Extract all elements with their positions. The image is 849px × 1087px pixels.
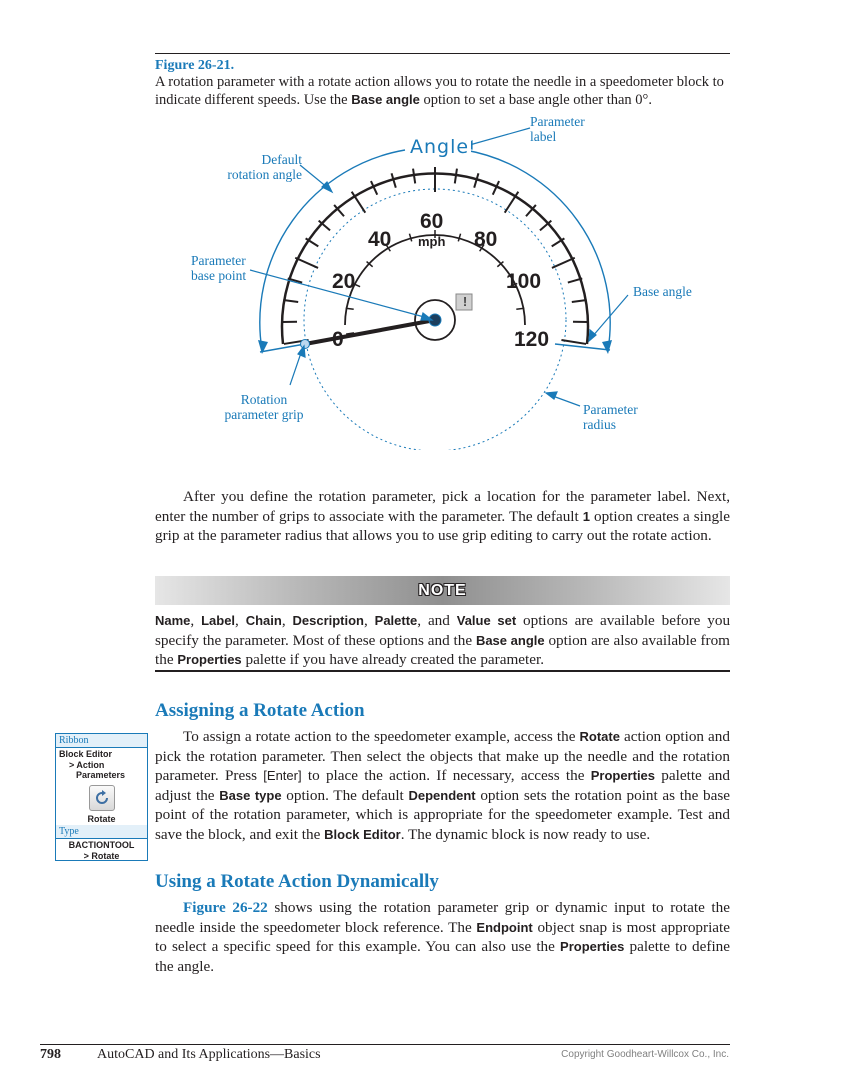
speed-label-20: 20 <box>332 270 356 293</box>
callout-default-rotation-angle: Default rotation angle <box>227 152 302 182</box>
paragraph-grips: After you define the rotation parameter, pick a location for the parameter label. Next, enter the number of grips to associate with the parameter. The default 1 option creates a single grip at the parameter radius that allows you to use grip editing to carry out the rotate action. <box>155 488 730 544</box>
paragraph-assigning-rotate-action: To assign a rotate action to the speedometer example, access the Rotate action option and pick the rotation parameter. Then select the objects that make up the needle and the rotation parameter. Press [Enter] to place the action. If necessary, access the Properties palette and adjust the Base type option. The default Dependent option sets the rotation point as the base point of the rotation parameter, which is appropriate for the speedometer example. Test and save the block, and exit the Block Editor. The dynamic block is now ready to use. <box>155 728 730 843</box>
note-bottom-rule <box>155 670 730 672</box>
callout-parameter-radius: Parameter radius <box>583 402 638 432</box>
callout-parameter-label: Parameter label <box>530 114 585 144</box>
figure-reference-link[interactable]: Figure 26-22 <box>183 899 268 916</box>
callout-base-angle: Base angle <box>633 284 692 299</box>
note-text: Name, Label, Chain, Description, Palette, and Value set options are available before you specify the parameter. Most of these options and the Base angle option are also available from the Properties palette if you have already created the parameter. <box>155 612 731 668</box>
footer-rule <box>40 1044 730 1045</box>
rotate-icon <box>89 785 115 811</box>
speed-unit: mph <box>418 234 446 249</box>
figure-top-rule <box>155 53 730 54</box>
speed-label-80: 80 <box>474 228 498 251</box>
ribbon-label: Ribbon <box>56 734 147 747</box>
copyright: Copyright Goodheart-Willcox Co., Inc. <box>561 1049 729 1060</box>
speed-label-60: 60 <box>420 210 444 233</box>
heading-using-rotate-action: Using a Rotate Action Dynamically <box>155 871 439 892</box>
figure-caption: A rotation parameter with a rotate action allows you to rotate the needle in a speedometer block to indicate different speeds. Use the Base angle option to set a base angle other than 0°. <box>155 74 724 108</box>
command-access-sidebar <box>55 733 148 861</box>
parameter-text-angle: Angle <box>410 136 470 158</box>
ribbon-path: Block Editor > Action Parameters <box>59 749 126 780</box>
type-path: BACTIONTOOL > Rotate <box>68 840 135 861</box>
speed-label-40: 40 <box>368 228 392 251</box>
note-banner <box>155 576 730 605</box>
rotate-command-label: Rotate <box>87 813 116 824</box>
type-label: Type <box>56 825 147 838</box>
heading-assigning-rotate-action: Assigning a Rotate Action <box>155 700 365 721</box>
speedometer-diagram <box>180 110 720 450</box>
note-label: NOTE <box>418 581 467 599</box>
callout-rotation-parameter-grip: Rotation parameter grip <box>224 392 304 422</box>
warning-icon: ! <box>462 294 468 309</box>
paragraph-using-rotate-action: Figure 26-22 shows using the rotation parameter grip or dynamic input to rotate the needle inside the speedometer block reference. The Endpoint object snap is most appropriate to select a specific speed for this example. You can also use the Properties palette to define the angle. <box>155 899 730 975</box>
speed-label-0: 0 <box>332 328 344 351</box>
bold-term: Base angle <box>351 92 420 107</box>
page-number: 798 <box>40 1047 61 1062</box>
speed-label-100: 100 <box>506 270 542 293</box>
speed-label-120: 120 <box>514 328 550 351</box>
callout-parameter-base-point: Parameter base point <box>191 253 247 283</box>
figure-number: Figure 26-21. <box>155 58 235 73</box>
book-title: AutoCAD and Its Applications—Basics <box>97 1047 321 1062</box>
